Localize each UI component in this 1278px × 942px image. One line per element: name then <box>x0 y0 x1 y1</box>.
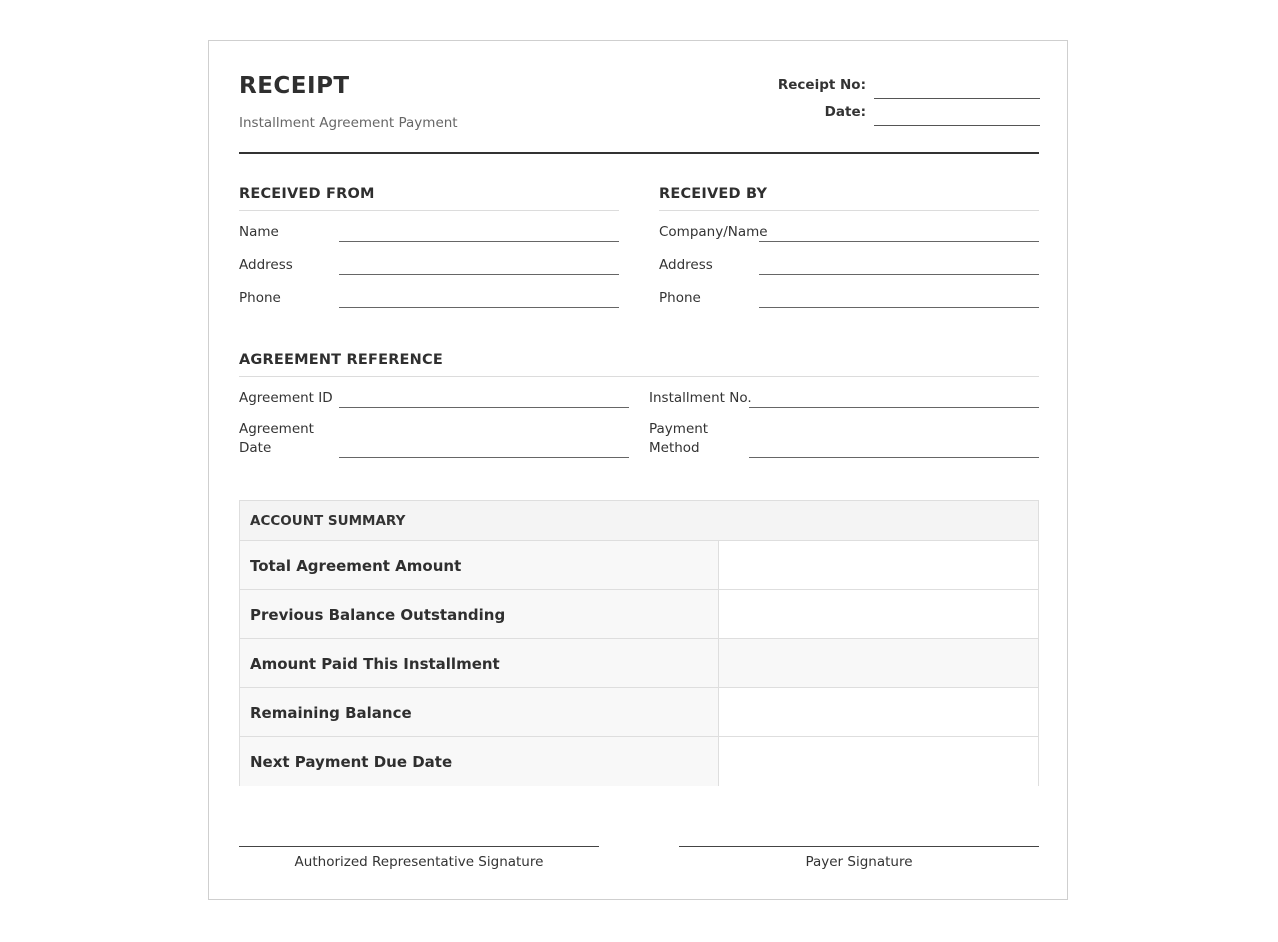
payment-method-field[interactable] <box>749 457 1039 458</box>
total-agreement-amount-value[interactable] <box>719 541 1038 589</box>
authorized-signature-line[interactable] <box>239 846 599 847</box>
installment-no-label: Installment No. <box>649 390 752 406</box>
received-from-title: RECEIVED FROM <box>239 186 375 202</box>
next-payment-due-date-value[interactable] <box>719 737 1038 786</box>
row-label: Remaining Balance <box>250 704 412 722</box>
by-address-field[interactable] <box>759 274 1039 275</box>
row-label: Next Payment Due Date <box>250 753 453 771</box>
received-from-divider <box>239 210 619 211</box>
account-summary-title: ACCOUNT SUMMARY <box>250 513 406 529</box>
table-row <box>240 737 1038 786</box>
payer-signature-line[interactable] <box>679 846 1039 847</box>
header-divider <box>239 152 1039 154</box>
date-field[interactable] <box>874 125 1040 126</box>
by-phone-label: Phone <box>659 290 701 306</box>
by-phone-field[interactable] <box>759 307 1039 308</box>
account-summary-table <box>239 500 1039 786</box>
date-label: Date: <box>824 104 866 120</box>
agreement-reference-title: AGREEMENT REFERENCE <box>239 352 443 368</box>
remaining-balance-value[interactable] <box>719 688 1038 736</box>
receipt-no-field[interactable] <box>874 98 1040 99</box>
agreement-reference-divider <box>239 376 1039 377</box>
installment-no-field[interactable] <box>749 407 1039 408</box>
agreement-id-label: Agreement ID <box>239 390 333 406</box>
received-by-title: RECEIVED BY <box>659 186 768 202</box>
receipt-no-label: Receipt No: <box>777 77 866 93</box>
amount-paid-value[interactable] <box>719 639 1038 687</box>
row-label: Previous Balance Outstanding <box>250 606 506 624</box>
by-address-label: Address <box>659 257 713 273</box>
from-phone-field[interactable] <box>339 307 619 308</box>
payment-method-label-line1: Payment <box>649 421 709 437</box>
account-summary-header <box>240 501 1038 541</box>
agreement-date-field[interactable] <box>339 457 629 458</box>
receipt-document <box>208 40 1068 900</box>
row-label: Amount Paid This Installment <box>250 655 500 673</box>
table-row <box>240 541 1038 590</box>
agreement-date-label-line1: Agreement <box>239 421 314 437</box>
authorized-signature-label: Authorized Representative Signature <box>294 854 544 870</box>
payer-signature-label: Payer Signature <box>805 854 913 870</box>
from-address-label: Address <box>239 257 293 273</box>
table-row <box>240 688 1038 737</box>
from-phone-label: Phone <box>239 290 281 306</box>
received-by-divider <box>659 210 1039 211</box>
receipt-subtitle: Installment Agreement Payment <box>239 115 458 131</box>
from-name-label: Name <box>239 224 279 240</box>
from-address-field[interactable] <box>339 274 619 275</box>
previous-balance-value[interactable] <box>719 590 1038 638</box>
by-company-field[interactable] <box>759 241 1039 242</box>
table-row <box>240 639 1038 688</box>
table-row <box>240 590 1038 639</box>
agreement-date-label-line2: Date <box>239 440 272 456</box>
from-name-field[interactable] <box>339 241 619 242</box>
by-company-label: Company/Name <box>659 224 768 240</box>
agreement-id-field[interactable] <box>339 407 629 408</box>
row-label: Total Agreement Amount <box>250 557 462 575</box>
payment-method-label-line2: Method <box>649 440 700 456</box>
receipt-title: RECEIPT <box>239 73 350 99</box>
